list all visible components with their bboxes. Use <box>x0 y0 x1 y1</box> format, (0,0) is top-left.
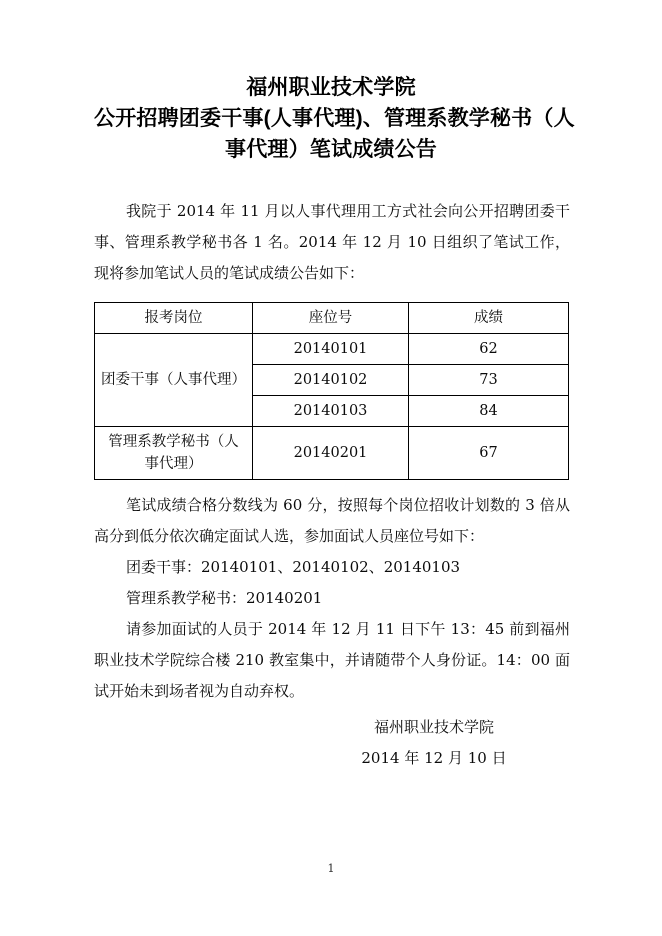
cell-post-group-2-line2: 事代理） <box>144 456 203 472</box>
score-table <box>94 302 569 480</box>
title-line-3: 事代理）笔试成绩公告 <box>225 138 437 161</box>
header-cell-score: 成绩 <box>409 303 569 334</box>
post-table-section <box>94 490 570 707</box>
title-line-2: 公开招聘团委干事(人事代理)、管理系教学秘书（人 <box>94 107 575 130</box>
table-row <box>95 427 569 480</box>
signature-date: 2014 年 12 月 10 日 <box>361 749 507 767</box>
header-cell-seat: 座位号 <box>253 303 409 334</box>
cell-seat: 20140101 <box>253 334 409 365</box>
signature-block <box>300 712 568 774</box>
signature-organization: 福州职业技术学院 <box>373 718 494 736</box>
notice-paragraph: 请参加面试的人员于 2014 年 12 月 11 日下午 13：45 前到福州职业技术学院综合楼 210 教室集中，并请随带个人身份证。14：00 面试开始未到场者视为自动弃权。 <box>94 620 570 700</box>
interview-list-item-2: 管理系教学秘书：20140201 <box>126 589 323 607</box>
document-title <box>94 72 575 165</box>
cell-score: 84 <box>409 396 569 427</box>
cell-seat: 20140201 <box>253 427 409 480</box>
cell-score: 62 <box>409 334 569 365</box>
page-number: 1 <box>327 862 335 875</box>
cell-post-group-2 <box>95 427 253 480</box>
cell-score: 67 <box>409 427 569 480</box>
cell-seat: 20140102 <box>253 365 409 396</box>
cell-post-group-1: 团委干事（人事代理） <box>95 334 253 427</box>
table-row <box>95 334 569 365</box>
intro-section <box>94 196 570 289</box>
header-cell-post: 报考岗位 <box>95 303 253 334</box>
title-line-1: 福州职业技术学院 <box>246 76 416 99</box>
cell-score: 73 <box>409 365 569 396</box>
cell-post-group-2-line1: 管理系教学秘书（人 <box>108 434 239 450</box>
cell-seat: 20140103 <box>253 396 409 427</box>
intro-paragraph: 我院于 2014 年 11 月以人事代理用工方式社会向公开招聘团委干事、管理系教学秘书各 1 名。2014 年 12 月 10 日组织了笔试工作，现将参加笔试人员的笔试成绩公告如下： <box>94 202 570 282</box>
interview-list-item-1: 团委干事：20140101、20140102、20140103 <box>126 558 461 576</box>
after-table-paragraph: 笔试成绩合格分数线为 60 分，按照每个岗位招收计划数的 3 倍从高分到低分依次确定面试人选，参加面试人员座位号如下： <box>94 496 570 545</box>
table-header-row <box>95 303 569 334</box>
